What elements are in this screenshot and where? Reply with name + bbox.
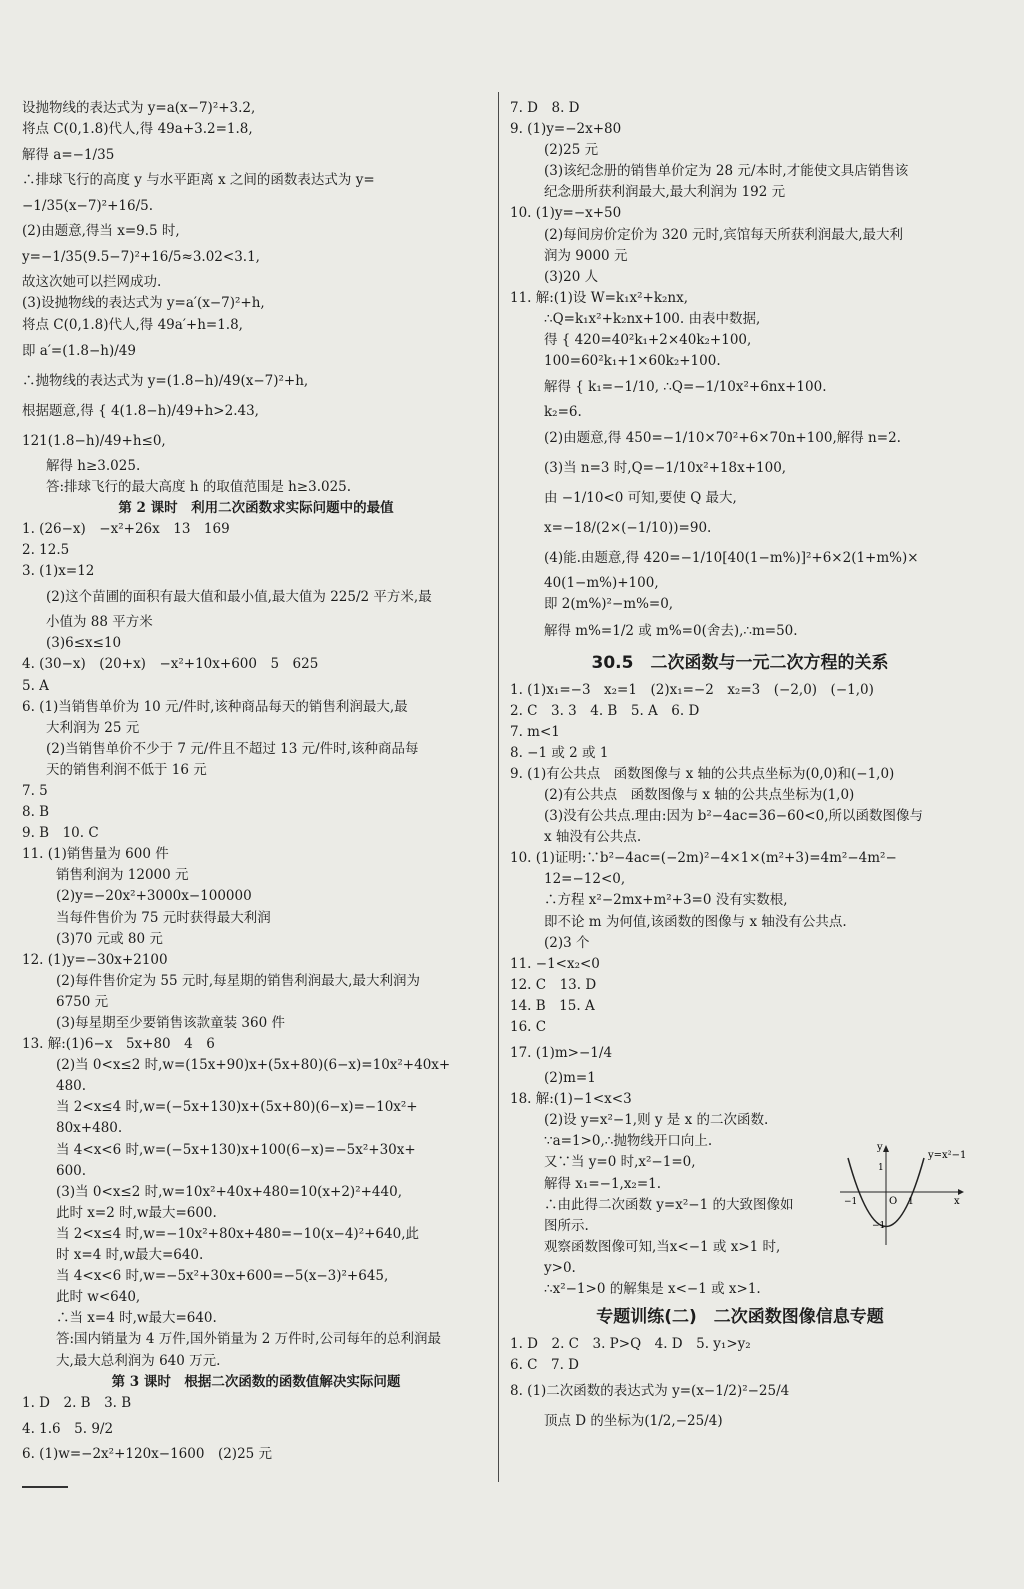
right-line: 9. (1)y=−2x+80	[510, 121, 622, 138]
graph-label-origin: O	[889, 1196, 898, 1207]
left-line: 解得 h≥3.025.	[46, 457, 141, 474]
left-line: 时 x=4 时,w最大=640.	[56, 1247, 204, 1264]
left-line: 6. (1)当销售单价为 10 元/件时,该种商品每天的销售利润最大,最	[22, 698, 408, 715]
right-line: 纪念册所获利润最大,最大利润为 192 元	[544, 184, 786, 201]
right-line: 图所示.	[544, 1217, 589, 1234]
left-line: 当 2<x≤4 时,w=(−5x+130)x+(5x+80)(6−x)=−10x²+	[56, 1099, 418, 1116]
right-line: 7. D 8. D	[510, 100, 580, 116]
left-line: 天的销售利润不低于 16 元	[46, 761, 207, 778]
right-line: 16. C	[510, 1019, 547, 1035]
right-line: 即不论 m 为何值,该函数的图像与 x 轴没有公共点.	[544, 913, 847, 930]
right-line: 8. (1)二次函数的表达式为 y=(x−1/2)²−25/4	[510, 1383, 790, 1400]
left-line: 600.	[56, 1162, 87, 1179]
right-line: 10. (1)y=−x+50	[510, 205, 622, 222]
left-line: 4. (30−x) (20+x) −x²+10x+600 5 625	[22, 656, 319, 673]
right-line: 解得 m%=1/2 或 m%=0(舍去),∴m=50.	[544, 622, 798, 639]
right-line: ∵a=1>0,∴抛物线开口向上.	[544, 1133, 713, 1150]
right-line: 100=60²k₁+1×60k₂+100.	[544, 353, 721, 370]
right-line: 又∵当 y=0 时,x²−1=0,	[544, 1154, 696, 1171]
left-line: ∴抛物线的表达式为 y=(1.8−h)/49(x−7)²+h,	[22, 372, 309, 389]
right-line: (2)25 元	[544, 142, 599, 159]
right-line: y>0.	[544, 1259, 576, 1276]
left-line: 6750 元	[56, 993, 109, 1010]
left-line: 大利润为 25 元	[46, 719, 140, 736]
right-line: 1. D 2. C 3. P>Q 4. D 5. y₁>y₂	[510, 1336, 751, 1353]
left-line: 大,最大总利润为 640 万元.	[56, 1352, 221, 1369]
left-line: 即 a′=(1.8−h)/49	[22, 342, 136, 359]
right-line: 11. −1<x₂<0	[510, 955, 600, 972]
right-line: (2)m=1	[544, 1070, 596, 1087]
right-line: 顶点 D 的坐标为(1/2,−25/4)	[544, 1413, 723, 1430]
right-line: x=−18/(2×(−1/10))=90.	[544, 520, 712, 537]
left-line: 第 2 课时 利用二次函数求实际问题中的最值	[118, 499, 394, 516]
right-line: (3)该纪念册的销售单价定为 28 元/本时,才能使文具店销售该	[544, 163, 909, 180]
left-line: (2)每件售价定为 55 元时,每星期的销售利润最大,最大利润为	[56, 972, 420, 989]
graph-label-one: 1	[908, 1197, 914, 1207]
left-line: 故这次她可以拦网成功.	[22, 274, 162, 291]
right-line: 6. C 7. D	[510, 1357, 579, 1374]
right-line: ∴x²−1>0 的解集是 x<−1 或 x>1.	[544, 1281, 761, 1298]
graph-label-y-neg-one: −1	[872, 1221, 886, 1231]
right-line: ∴方程 x²−2mx+m²+3=0 没有实数根,	[544, 892, 788, 909]
left-line: 480.	[56, 1078, 87, 1095]
left-line: 5. A	[22, 677, 49, 694]
right-line: (2)由题意,得 450=−1/10×70²+6×70n+100,解得 n=2.	[544, 430, 901, 447]
right-line: k₂=6.	[544, 404, 582, 421]
right-line: (2)3 个	[544, 934, 590, 951]
right-line: 由 −1/10<0 可知,要使 Q 最大,	[544, 490, 737, 507]
left-line: 9. B 10. C	[22, 825, 99, 842]
right-line: (2)设 y=x²−1,则 y 是 x 的二次函数.	[544, 1112, 769, 1129]
right-line: 7. m<1	[510, 723, 560, 740]
left-line: 解得 a=−1/35	[22, 147, 115, 164]
right-line: 8. −1 或 2 或 1	[510, 744, 609, 761]
right-line: ∴Q=k₁x²+k₂nx+100. 由表中数据,	[544, 310, 761, 327]
left-line: 121(1.8−h)/49+h≤0,	[22, 432, 166, 449]
right-line: (2)每间房价定价为 320 元时,宾馆每天所获利润最大,最大利	[544, 226, 904, 243]
left-line: 2. 12.5	[22, 542, 70, 559]
right-line: 9. (1)有公共点 函数图像与 x 轴的公共点坐标为(0,0)和(−1,0)	[510, 765, 895, 782]
left-line: 答:排球飞行的最大高度 h 的取值范围是 h≥3.025.	[46, 478, 352, 495]
left-line: (2)当 0<x≤2 时,w=(15x+90)x+(5x+80)(6−x)=10x²+40x+	[56, 1057, 451, 1074]
left-line: 3. (1)x=12	[22, 563, 95, 580]
right-line: (3)20 人	[544, 268, 599, 285]
left-line: 根据题意,得 { 4(1.8−h)/49+h>2.43,	[22, 402, 259, 419]
left-line: 答:国内销量为 4 万件,国外销量为 2 万件时,公司每年的总利润最	[56, 1331, 441, 1348]
left-line: 此时 x=2 时,w最大=600.	[56, 1204, 217, 1221]
left-line: (2)当销售单价不少于 7 元/件且不超过 13 元/件时,该种商品每	[46, 740, 419, 757]
right-line: 40(1−m%)+100,	[544, 575, 659, 592]
right-line: 12. C 13. D	[510, 976, 597, 993]
left-line: 80x+480.	[56, 1120, 123, 1137]
left-line: (2)y=−20x²+3000x−100000	[56, 888, 252, 905]
right-line: 11. 解:(1)设 W=k₁x²+k₂nx,	[510, 289, 689, 306]
left-line: ∴排球飞行的高度 y 与水平距离 x 之间的函数表达式为 y=	[22, 172, 375, 189]
right-line: ∴由此得二次函数 y=x²−1 的大致图像如	[544, 1196, 794, 1213]
right-line: 专题训练(二) 二次函数图像信息专题	[596, 1307, 884, 1328]
left-line: 4. 1.6 5. 9/2	[22, 1420, 114, 1437]
column-divider	[498, 92, 499, 1482]
right-line: 得 { 420=40²k₁+2×40k₂+100,	[544, 332, 752, 349]
right-line: 观察函数图像可知,当x<−1 或 x>1 时,	[544, 1238, 781, 1255]
right-line: (3)当 n=3 时,Q=−1/10x²+18x+100,	[544, 460, 787, 477]
left-line: 8. B	[22, 804, 50, 821]
left-line: 第 3 课时 根据二次函数的函数值解决实际问题	[111, 1373, 401, 1390]
left-line: (2)由题意,得当 x=9.5 时,	[22, 223, 180, 240]
left-line: (2)这个苗圃的面积有最大值和最小值,最大值为 225/2 平方米,最	[46, 589, 432, 606]
left-line: 当 4<x<6 时,w=−5x²+30x+600=−5(x−3)²+645,	[56, 1268, 389, 1285]
left-line: 12. (1)y=−30x+2100	[22, 951, 168, 968]
left-line: 将点 C(0,1.8)代人,得 49a+3.2=1.8,	[22, 121, 253, 138]
right-line: 17. (1)m>−1/4	[510, 1045, 613, 1062]
right-line: 14. B 15. A	[510, 997, 595, 1014]
left-line: 销售利润为 12000 元	[56, 867, 189, 884]
right-line: x 轴没有公共点.	[544, 829, 642, 846]
graph-label-neg-one: −1	[844, 1197, 858, 1207]
graph-label-curve: y=x²−1	[928, 1150, 966, 1161]
right-line: 解得 x₁=−1,x₂=1.	[544, 1175, 662, 1192]
right-line: 即 2(m%)²−m%=0,	[544, 596, 674, 613]
right-line: (3)没有公共点.理由:因为 b²−4ac=36−60<0,所以函数图像与	[544, 808, 923, 825]
right-line: (2)有公共点 函数图像与 x 轴的公共点坐标为(1,0)	[544, 786, 855, 803]
left-line: 当每件售价为 75 元时获得最大利润	[56, 909, 271, 926]
left-line: (3)每星期至少要销售该款童装 360 件	[56, 1015, 285, 1031]
graph-label-x: x	[954, 1196, 960, 1207]
left-line: 6. (1)w=−2x²+120x−1600 (2)25 元	[22, 1445, 273, 1462]
bottom-rule	[22, 1486, 68, 1488]
left-line: 当 4<x<6 时,w=(−5x+130)x+100(6−x)=−5x²+30x+	[56, 1141, 416, 1158]
left-line: 此时 w<640,	[56, 1289, 141, 1306]
right-line: 润为 9000 元	[544, 247, 628, 264]
right-line: 12=−12<0,	[544, 871, 626, 888]
right-line: 10. (1)证明:∵b²−4ac=(−2m)²−4×1×(m²+3)=4m²−4m²−	[510, 850, 897, 867]
graph-label-y-one: 1	[878, 1163, 884, 1173]
left-line: y=−1/35(9.5−7)²+16/5≈3.02<3.1,	[22, 249, 260, 266]
right-line: 18. 解:(1)−1<x<3	[510, 1091, 632, 1108]
left-line: −1/35(x−7)²+16/5.	[22, 198, 154, 215]
right-line: (4)能.由题意,得 420=−1/10[40(1−m%)]²+6×2(1+m%)×	[544, 550, 919, 567]
left-line: 1. (26−x) −x²+26x 13 169	[22, 520, 230, 537]
left-line: 11. (1)销售量为 600 件	[22, 846, 169, 863]
left-line: (3)6≤x≤10	[46, 635, 122, 652]
right-line: 解得 { k₁=−1/10, ∴Q=−1/10x²+6nx+100.	[544, 379, 827, 396]
right-line: 1. (1)x₁=−3 x₂=1 (2)x₁=−2 x₂=3 (−2,0) (−1,0)	[510, 681, 874, 698]
left-line: 将点 C(0,1.8)代人,得 49a′+h=1.8,	[22, 316, 243, 333]
left-line: 设抛物线的表达式为 y=a(x−7)²+3.2,	[22, 100, 256, 116]
x-axis-arrow-icon	[958, 1189, 964, 1195]
left-line: 当 2<x≤4 时,w=−10x²+80x+480=−10(x−4)²+640,此	[56, 1225, 419, 1242]
left-line: 13. 解:(1)6−x 5x+80 4 6	[22, 1036, 215, 1053]
left-line: 7. 5	[22, 782, 48, 799]
right-line: 30.5 二次函数与一元二次方程的关系	[591, 652, 889, 673]
y-axis-arrow-icon	[883, 1145, 889, 1152]
graph-label-y: y	[877, 1142, 883, 1153]
left-line: 小值为 88 平方米	[46, 614, 153, 631]
parabola-graph	[836, 1140, 966, 1250]
left-line: (3)70 元或 80 元	[56, 930, 163, 947]
left-line: ∴当 x=4 时,w最大=640.	[56, 1310, 217, 1327]
left-column	[22, 98, 490, 1465]
right-line: 2. C 3. 3 4. B 5. A 6. D	[510, 702, 700, 719]
left-line: (3)设抛物线的表达式为 y=a′(x−7)²+h,	[22, 295, 265, 312]
left-line: (3)当 0<x≤2 时,w=10x²+40x+480=10(x+2)²+440,	[56, 1183, 402, 1200]
left-line: 1. D 2. B 3. B	[22, 1394, 132, 1411]
